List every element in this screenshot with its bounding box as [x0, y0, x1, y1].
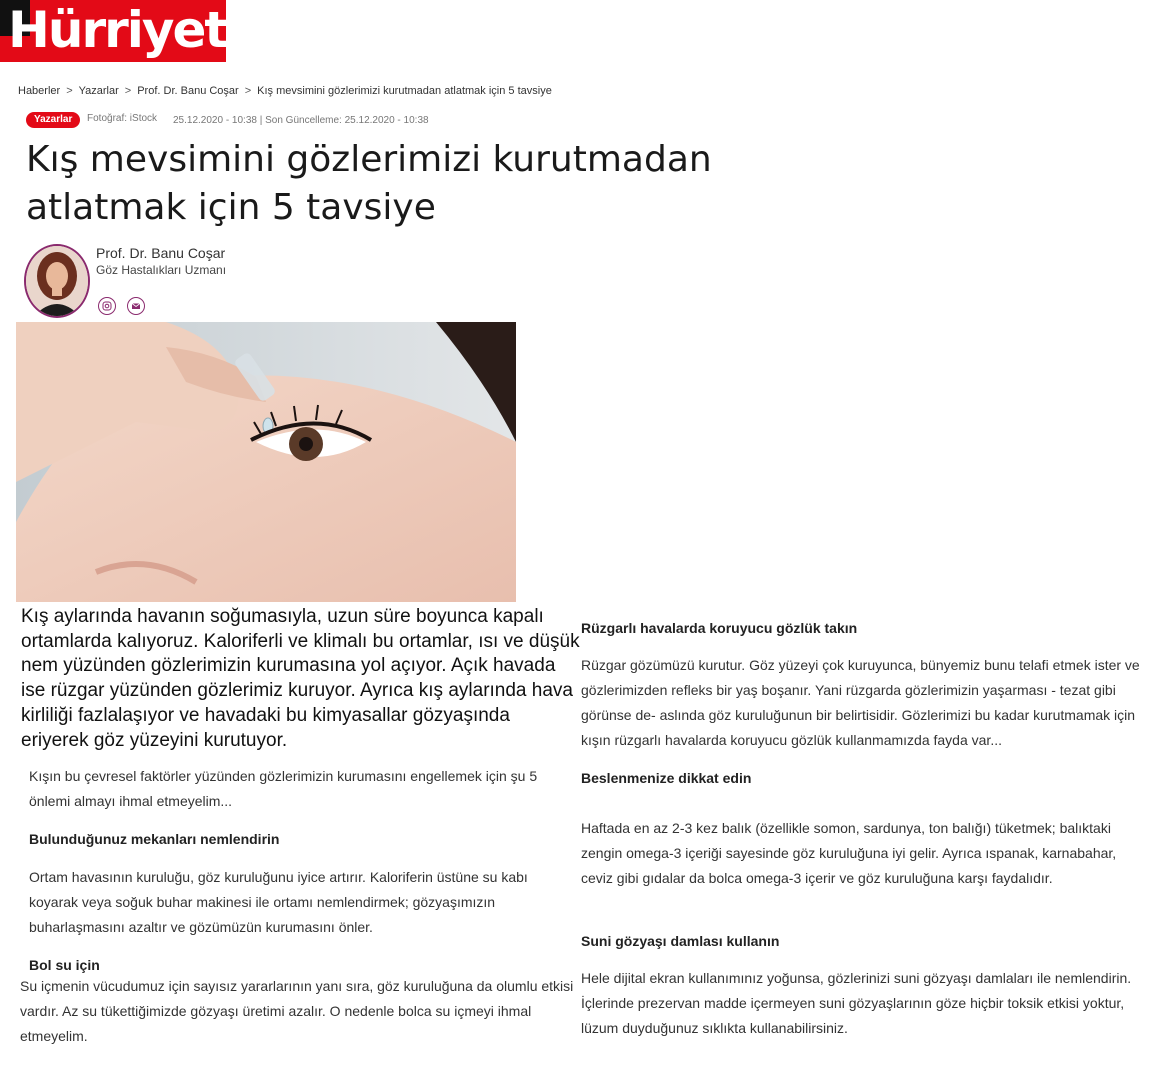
category-tag[interactable]: Yazarlar: [26, 112, 80, 128]
breadcrumb-separator: >: [244, 85, 252, 97]
photo-credit: Fotoğraf: iStock: [87, 113, 158, 124]
section-heading: Suni gözyaşı damlası kullanın: [581, 933, 780, 949]
section-heading: Beslenmenize dikkat edin: [581, 770, 752, 786]
section-body: Su içmenin vücudumuz için sayısız yararlarının yanı sıra, göz kuruluğuna da olumlu etkisi vardır. Az su tükettiğimizde gözyaşı üretimi azalır. O nedenle bolca su içmeyi ihmal etmeyelim.: [20, 978, 574, 1044]
section-body: Ortam havasının kuruluğu, göz kuruluğunu iyice artırır. Kaloriferin üstüne su kabı koyarak veya soğuk buhar makinesi ile ortamı nemlendirmek; gözyaşımızın buharlaşmasını azaltır ve gözümüzün kurumasını önler.: [29, 869, 528, 935]
article-intro: Kışın bu çevresel faktörler yüzünden gözlerimizin kurumasını engellemek için şu 5 önlemi almayı ihmal etmeyelim...: [29, 768, 538, 809]
breadcrumb-item-author[interactable]: Prof. Dr. Banu Coşar: [137, 85, 239, 97]
author-role: Göz Hastalıkları Uzmanı: [96, 263, 227, 277]
publish-dates: 25.12.2020 - 10:38 | Son Güncelleme: 25.12.2020 - 10:38: [173, 115, 429, 126]
author-name[interactable]: Prof. Dr. Banu Coşar: [96, 245, 226, 261]
breadcrumb-separator: >: [124, 85, 132, 97]
breadcrumb-item-current: Kış mevsimini gözlerimizi kurutmadan atlatmak için 5 tavsiye: [257, 85, 552, 97]
section-body: Rüzgar gözümüzü kurutur. Göz yüzeyi çok kuruyunca, bünyemiz bunu telafi etmek ister ve gözlerimizden refleks bir yaş boşanır. Yani rüzgarda gözlerimizin yaşarması - tezat gibi görünse de- aslında göz kuruluğunun bir belirtisidir. Gözlerimizi bu kadar kurutmamak için kışın rüzgarlı havalarda koruyucu gözlük kullanmamızda fayda var...: [581, 657, 1140, 748]
article-lead: Kış aylarında havanın soğumasıyla, uzun süre boyunca kapalı ortamlarda kalıyoruz. Kaloriferli ve klimalı bu ortamlar, ısı ve düşük nem yüzünden gözlerimizin kurumasına yol açıyor. Açık havada ise rüzgar yüzünden gözlerimiz kuruyor. Ayrıca kış aylarında hava kirliliği fazlalaşıyor ve havadaki bu kimyasallar gözyaşında eriyerek göz yüzeyini kurutuyor.: [21, 606, 580, 751]
breadcrumb-item-yazarlar[interactable]: Yazarlar: [78, 85, 119, 97]
logo-text[interactable]: Hürriyet: [8, 1, 227, 59]
hero-image: [16, 322, 516, 602]
breadcrumb-item-haberler[interactable]: Haberler: [18, 85, 61, 97]
breadcrumb-separator: >: [66, 85, 73, 97]
section-body: Haftada en az 2-3 kez balık (özellikle somon, sardunya, ton balığı) tüketmek; balıktaki zengin omega-3 içeriği sayesinde göz kuruluğuna iyi gelir. Ayrıca ıspanak, karnabahar, ceviz gibi gıdalar da bolca omega-3 içerir ve göz kuruluğuna karşı faydalıdır.: [581, 820, 1117, 886]
section-heading: Bol su için: [29, 957, 100, 973]
breadcrumb: [18, 85, 552, 97]
mail-icon[interactable]: [127, 297, 145, 315]
section-body: Hele dijital ekran kullanımınız yoğunsa, gözlerinizi suni gözyaşı damlaları ile nemlendirin. İçlerinde prezervan madde içermeyen suni gözyaşlarının göze hiçbir toksik etkisi yoktur, lüzum duyduğunuz sıklıkta kullanabilirsiniz.: [581, 970, 1132, 1036]
instagram-icon[interactable]: [98, 297, 116, 315]
author-avatar[interactable]: [24, 244, 90, 318]
article-title: Kış mevsimini gözlerimizi kurutmadan atlatmak için 5 tavsiye: [26, 139, 712, 228]
section-heading: Rüzgarlı havalarda koruyucu gözlük takın: [581, 620, 858, 636]
section-heading: Bulunduğunuz mekanları nemlendirin: [29, 831, 280, 847]
